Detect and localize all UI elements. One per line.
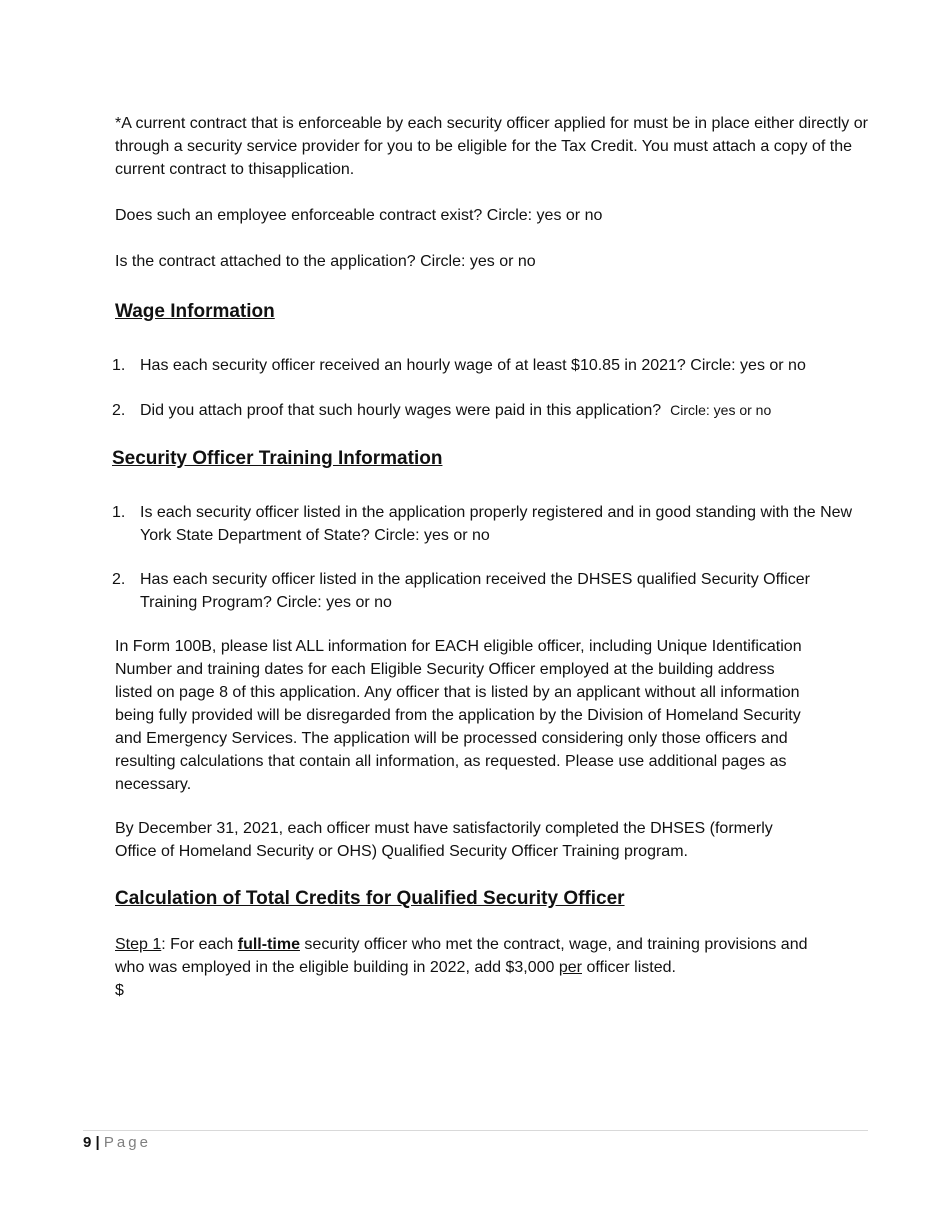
- full-time-emphasis: full-time: [237, 936, 300, 953]
- page-footer: [83, 1133, 151, 1153]
- step-text-a: : For each: [161, 936, 238, 953]
- list-text: Has each security officer listed in the application received the DHSES qualified Security Officer Training Program? Circle: yes or no: [140, 571, 810, 611]
- footer-divider: [83, 1130, 868, 1131]
- per-emphasis: per: [558, 959, 582, 976]
- list-number: 1.: [112, 504, 126, 521]
- deadline-paragraph: By December 31, 2021, each officer must have satisfactorily completed the DHSES (formerly Office of Homeland Security or OHS) Qualified Security Officer Training program.: [115, 820, 773, 860]
- list-text: Did you attach proof that such hourly wages were paid in this application?: [140, 402, 662, 419]
- step-1-paragraph: [115, 933, 835, 1002]
- list-number: 1.: [112, 357, 126, 374]
- list-number: 2.: [112, 402, 126, 419]
- question-contract-attached: Is the contract attached to the application? Circle: yes or no: [115, 253, 536, 270]
- list-number: 2.: [112, 571, 126, 588]
- form-instructions-paragraph: In Form 100B, please list ALL information for EACH eligible officer, including Unique Identification Number and training dates for each Eligible Security Officer employed at the building address listed on page 8 of this application. Any officer that is listed by an applicant without all information being fully provided will be disregarded from the application by the Division of Homeland Security and Emergency Services. The application will be processed considering only those officers and resulting calculations that contain all information, as requested. Please use additional pages as necessary.: [115, 638, 802, 793]
- footer-separator: |: [95, 1134, 100, 1151]
- wage-heading: Wage Information: [115, 301, 275, 322]
- list-text-wrap: [140, 399, 875, 422]
- question-contract-exist: Does such an employee enforceable contract exist? Circle: yes or no: [115, 207, 603, 224]
- step-text-c: officer listed.: [582, 959, 676, 976]
- step-text-b: security officer who met the contract, wage, and training provisions and who was employed in the eligible building in 2022, add $3,000: [115, 936, 808, 976]
- page-label: Page: [103, 1134, 151, 1151]
- page-number: 9: [83, 1134, 92, 1151]
- calculation-heading: Calculation of Total Credits for Qualified Security Officer: [115, 888, 625, 909]
- list-text: Is each security officer listed in the application properly registered and in good standing with the New York State Department of State? Circle: yes or no: [140, 504, 853, 544]
- step-label: Step 1: [115, 936, 162, 953]
- circle-choice: Circle: yes or no: [670, 402, 772, 418]
- contract-note: *A current contract that is enforceable by each security officer applied for must be in place either directly or through a security service provider for you to be eligible for the Tax Credit. You must attach a copy of the current contract to thisapplication.: [115, 115, 868, 178]
- dollar-amount-field: $: [115, 982, 124, 999]
- training-heading: Security Officer Training Information: [112, 448, 443, 469]
- list-text: Has each security officer received an hourly wage of at least $10.85 in 2021? Circle: yes or no: [140, 357, 806, 374]
